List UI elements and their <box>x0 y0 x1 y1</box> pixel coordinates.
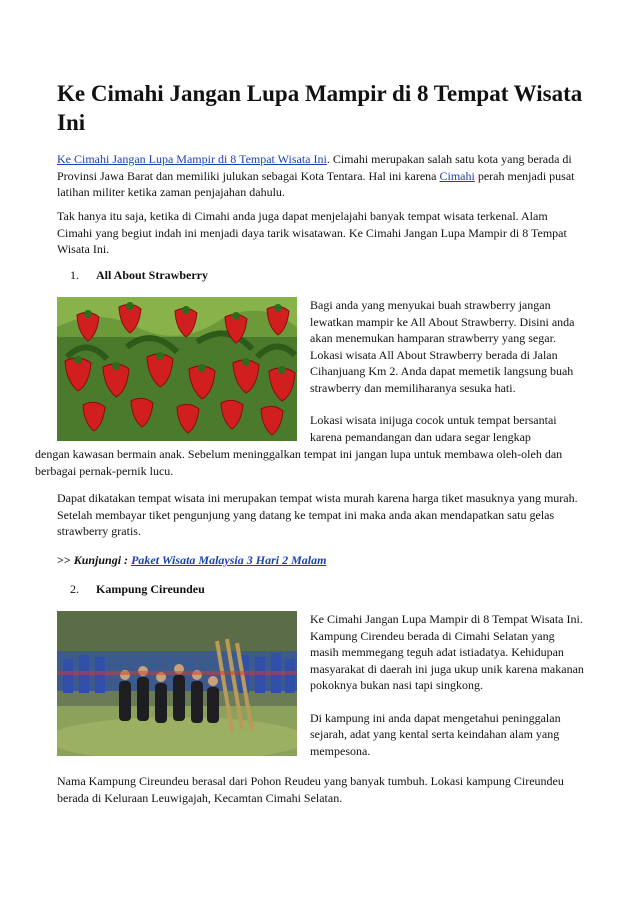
section-2-heading <box>70 582 205 597</box>
section-1-continuation <box>35 446 584 479</box>
section-1-right-p1: Bagi anda yang menyukai buah strawberry jangan lewatkan mampir ke All About Strawberry. Disini anda akan menemukan hamparan strawberry yang segar. Lokasi wisata All About Strawberry berada di Jalan Cihanjuang Km 2. Anda dapat memetik langsung buah strawberry dan memiliharanya sesuka hati. <box>310 298 575 395</box>
section-1-paragraph-text: Dapat dikatakan tempat wisata ini merupakan tempat wista murah karena harga tiket masuknya yang murah. Setelah membayar tiket pengunjung yang datang ke tempat ini maka anda akan mendapatkan satu gelas strawberry gratis. <box>57 491 578 538</box>
section-2-title: Kampung Cireundeu <box>96 582 205 596</box>
section-1-heading <box>70 268 208 283</box>
promo-link[interactable]: Paket Wisata Malaysia 3 Hari 2 Malam <box>131 553 327 567</box>
strawberry-image <box>57 297 297 441</box>
section-2-description <box>310 611 584 759</box>
title-link[interactable]: Ke Cimahi Jangan Lupa Mampir di 8 Tempat Wisata Ini <box>57 152 327 166</box>
page-title: Ke Cimahi Jangan Lupa Mampir di 8 Tempat Wisata Ini <box>57 81 583 135</box>
section-1-right-p2: Lokasi wisata inijuga cocok untuk tempat bersantai karena pemandangan dan udara segar lengkap <box>310 413 557 444</box>
kampung-photo-icon <box>57 611 297 756</box>
intro-paragraph <box>57 151 584 201</box>
section-1-description <box>310 297 584 445</box>
second-paragraph <box>57 208 584 258</box>
promo-prefix: >> <box>57 553 74 567</box>
section-2-paragraph-text: Nama Kampung Cireundeu berasal dari Pohon Reudeu yang banyak tumbuh. Lokasi kampung Cireundeu berada di Keluraan Leuwigajah, Kecamtan Cimahi Selatan. <box>57 774 564 805</box>
section-2-right-p2: Di kampung ini anda dapat mengetahui peninggalan sejarah, adat yang kental serta keindahan alam yang mempesona. <box>310 710 561 758</box>
intro-text-2: perah menjadi pusat latihan militer ketika zaman penjajahan dahulu. <box>57 168 575 199</box>
section-2-paragraph <box>57 773 584 806</box>
cimahi-link[interactable]: Cimahi <box>439 168 475 183</box>
kampung-image <box>57 611 297 756</box>
section-2-right-p1: Ke Cimahi Jangan Lupa Mampir di 8 Tempat Wisata Ini. Kampung Cirendeu berada di Cimahi Selatan yang masih memmegang teguh adat istiadatya. Kehidupan masyarakat di daerah ini juga ukup unik karena makanan pokoknya bukan nasi tapi singkong. <box>310 612 584 692</box>
intro-text-1: . Cimahi merupakan salah satu kota yang berada di Provinsi Jawa Barat dan memiliki julukan sebagai Kota Tentara. Hal ini karena <box>57 152 572 183</box>
section-1-title: All About Strawberry <box>96 268 208 282</box>
second-paragraph-text: Tak hanya itu saja, ketika di Cimahi anda juga dapat menjelajahi banyak tempat wisata terkenal. Alam Cimahi yang begiut indah ini menjadi daya tarik wisatawan. Ke Cimahi Jangan Lupa Mampir di 8 Tempat Wisata Ini. <box>57 209 567 256</box>
strawberry-photo-icon <box>57 297 297 441</box>
promo-label: Kunjungi : <box>73 553 132 567</box>
section-1-paragraph <box>57 490 584 540</box>
section-2-number: 2. <box>70 582 79 596</box>
promo-line <box>57 552 584 569</box>
section-1-number: 1. <box>70 268 79 282</box>
section-1-continuation-text: dengan kawasan bermain anak. Sebelum meninggalkan tempat ini jangan lupa untuk membawa oleh-oleh dan berbagai pernak-pernik lucu. <box>35 447 563 478</box>
